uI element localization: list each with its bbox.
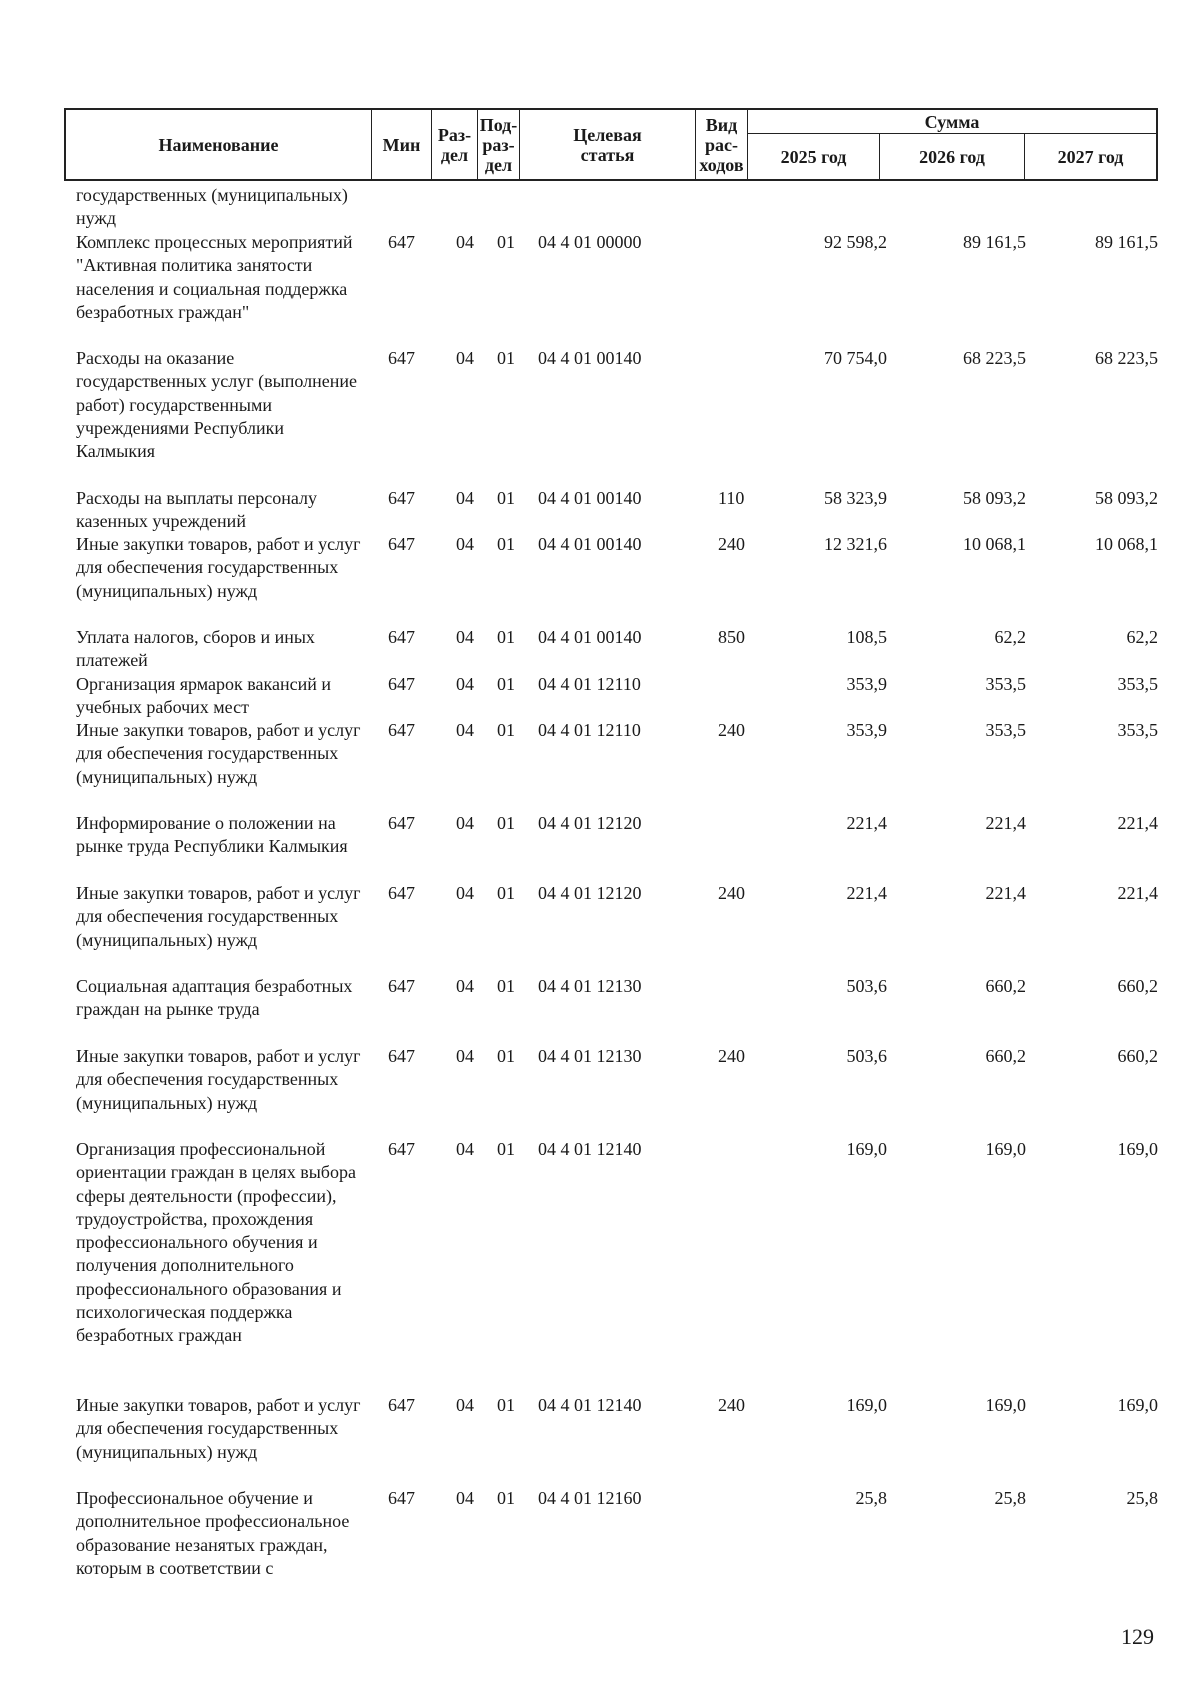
row-podrazdel: 01 — [497, 1488, 515, 1508]
row-2026: 169,0 — [985, 1139, 1026, 1159]
row-celevaya: 04 4 01 12140 — [538, 1139, 642, 1159]
row-name: Расходы на оказание государственных услуг (выполнение работ) государственными учреждениями Республики Калмыкия — [76, 348, 357, 462]
row-podrazdel: 01 — [497, 720, 515, 740]
row-2027: 221,4 — [1117, 883, 1158, 903]
row-razdel: 04 — [456, 348, 474, 368]
row-2025: 353,9 — [846, 720, 887, 740]
header-razdel: Раз- дел — [432, 110, 478, 179]
row-vid: 110 — [718, 488, 745, 508]
table-row — [0, 533, 1200, 626]
row-2026: 68 223,5 — [963, 348, 1026, 368]
row-min: 647 — [388, 627, 415, 647]
row-2026: 10 068,1 — [963, 534, 1026, 554]
row-2027: 660,2 — [1117, 1046, 1158, 1066]
row-2025: 12 321,6 — [824, 534, 887, 554]
row-2027: 169,0 — [1117, 1395, 1158, 1415]
row-celevaya: 04 4 01 12120 — [538, 813, 642, 833]
row-2025: 503,6 — [846, 1046, 887, 1066]
row-2026: 221,4 — [985, 883, 1026, 903]
row-podrazdel: 01 — [497, 1139, 515, 1159]
row-2026: 58 093,2 — [963, 488, 1026, 508]
row-celevaya: 04 4 01 00000 — [538, 232, 642, 252]
table-row — [0, 347, 1200, 487]
row-min: 647 — [388, 674, 415, 694]
header-2026: 2026 год — [880, 134, 1025, 179]
row-2027: 58 093,2 — [1095, 488, 1158, 508]
row-name: Иные закупки товаров, работ и услуг для обеспечения государственных (муниципальных) нужд — [76, 883, 361, 950]
row-name: государственных (муниципальных) нужд — [76, 185, 348, 229]
row-razdel: 04 — [456, 976, 474, 996]
table-row — [0, 231, 1200, 347]
header-summa: Сумма — [748, 110, 1156, 134]
row-2027: 68 223,5 — [1095, 348, 1158, 368]
table-row — [0, 1487, 1200, 1605]
row-razdel: 04 — [456, 534, 474, 554]
row-celevaya: 04 4 01 12110 — [538, 720, 641, 740]
row-2026: 89 161,5 — [963, 232, 1026, 252]
row-2025: 221,4 — [846, 883, 887, 903]
row-vid: 240 — [718, 883, 745, 903]
row-name: Организация профессиональной ориентации граждан в целях выбора сферы деятельности (профессии), трудоустройства, прохождения профессионального обучения и получения дополнительного профессионального образования и психологическая поддержка безработных граждан — [76, 1139, 356, 1346]
row-min: 647 — [388, 720, 415, 740]
table-body — [0, 184, 1200, 1605]
row-2026: 62,2 — [994, 627, 1026, 647]
row-2026: 169,0 — [985, 1395, 1026, 1415]
row-podrazdel: 01 — [497, 674, 515, 694]
row-razdel: 04 — [456, 1046, 474, 1066]
row-min: 647 — [388, 1488, 415, 1508]
row-vid: 240 — [718, 1046, 745, 1066]
row-razdel: 04 — [456, 1395, 474, 1415]
row-celevaya: 04 4 01 12130 — [538, 976, 642, 996]
table-row — [0, 673, 1200, 719]
row-razdel: 04 — [456, 720, 474, 740]
row-2026: 660,2 — [985, 976, 1026, 996]
row-name: Информирование о положении на рынке труда Республики Калмыкия — [76, 813, 348, 857]
row-min: 647 — [388, 1139, 415, 1159]
row-2025: 25,8 — [855, 1488, 887, 1508]
row-celevaya: 04 4 01 00140 — [538, 534, 642, 554]
row-vid: 240 — [718, 534, 745, 554]
row-2026: 353,5 — [985, 720, 1026, 740]
row-celevaya: 04 4 01 12140 — [538, 1395, 642, 1415]
row-podrazdel: 01 — [497, 488, 515, 508]
table-row — [0, 975, 1200, 1045]
table-row — [0, 1045, 1200, 1138]
row-name: Профессиональное обучение и дополнительное профессиональное образование незанятых граждан, которым в соответствии с — [76, 1488, 350, 1578]
row-min: 647 — [388, 232, 415, 252]
row-razdel: 04 — [456, 813, 474, 833]
table-row — [0, 719, 1200, 812]
row-name: Уплата налогов, сборов и иных платежей — [76, 627, 315, 671]
row-podrazdel: 01 — [497, 813, 515, 833]
header-podrazdel: Под- раз- дел — [478, 110, 520, 179]
table-row — [0, 882, 1200, 975]
row-2027: 62,2 — [1126, 627, 1158, 647]
table-row — [0, 184, 1200, 231]
header-2027: 2027 год — [1057, 146, 1124, 167]
row-name: Комплекс процессных мероприятий "Активная политика занятости населения и социальная поддержка безработных граждан" — [76, 232, 353, 322]
header-vid: Вид рас- ходов — [696, 110, 748, 179]
row-vid: 240 — [718, 720, 745, 740]
row-2025: 108,5 — [846, 627, 887, 647]
row-min: 647 — [388, 813, 415, 833]
header-summa-group — [748, 110, 1156, 179]
row-name: Иные закупки товаров, работ и услуг для обеспечения государственных (муниципальных) нужд — [76, 1395, 361, 1462]
row-razdel: 04 — [456, 1488, 474, 1508]
row-razdel: 04 — [456, 488, 474, 508]
row-vid: 240 — [718, 1395, 745, 1415]
row-2027: 660,2 — [1117, 976, 1158, 996]
row-podrazdel: 01 — [497, 232, 515, 252]
row-min: 647 — [388, 1046, 415, 1066]
table-header — [64, 108, 1158, 181]
row-2025: 70 754,0 — [824, 348, 887, 368]
row-podrazdel: 01 — [497, 883, 515, 903]
table-row — [0, 1138, 1200, 1394]
row-2027: 221,4 — [1117, 813, 1158, 833]
row-name: Расходы на выплаты персоналу казенных учреждений — [76, 488, 317, 532]
row-razdel: 04 — [456, 883, 474, 903]
row-min: 647 — [388, 488, 415, 508]
row-celevaya: 04 4 01 12110 — [538, 674, 641, 694]
row-2026: 25,8 — [994, 1488, 1026, 1508]
row-podrazdel: 01 — [497, 1046, 515, 1066]
row-2027: 353,5 — [1117, 720, 1158, 740]
row-2027: 169,0 — [1117, 1139, 1158, 1159]
row-min: 647 — [388, 1395, 415, 1415]
row-min: 647 — [388, 883, 415, 903]
row-celevaya: 04 4 01 12160 — [538, 1488, 642, 1508]
header-min: Мин — [372, 110, 432, 179]
header-naimenovanie: Наименование — [66, 110, 372, 179]
row-name: Организация ярмарок вакансий и учебных рабочих мест — [76, 674, 332, 718]
page-number: 129 — [1121, 1624, 1154, 1649]
row-2026: 353,5 — [985, 674, 1026, 694]
table-row — [0, 1394, 1200, 1487]
row-2025: 58 323,9 — [824, 488, 887, 508]
row-2025: 353,9 — [846, 674, 887, 694]
row-celevaya: 04 4 01 12120 — [538, 883, 642, 903]
row-min: 647 — [388, 976, 415, 996]
table-row — [0, 626, 1200, 673]
table-row — [0, 487, 1200, 533]
row-celevaya: 04 4 01 12130 — [538, 1046, 642, 1066]
row-name: Социальная адаптация безработных граждан на рынке труда — [76, 976, 353, 1020]
row-2025: 221,4 — [846, 813, 887, 833]
row-2027: 89 161,5 — [1095, 232, 1158, 252]
row-vid: 850 — [718, 627, 745, 647]
row-celevaya: 04 4 01 00140 — [538, 348, 642, 368]
header-celevaya: Целевая статья — [520, 110, 696, 179]
row-podrazdel: 01 — [497, 1395, 515, 1415]
row-2026: 660,2 — [985, 1046, 1026, 1066]
row-podrazdel: 01 — [497, 348, 515, 368]
row-razdel: 04 — [456, 1139, 474, 1159]
row-podrazdel: 01 — [497, 976, 515, 996]
row-name: Иные закупки товаров, работ и услуг для обеспечения государственных (муниципальных) нужд — [76, 1046, 361, 1113]
row-2025: 92 598,2 — [824, 232, 887, 252]
row-celevaya: 04 4 01 00140 — [538, 627, 642, 647]
row-2026: 221,4 — [985, 813, 1026, 833]
row-2027: 353,5 — [1117, 674, 1158, 694]
row-2027: 25,8 — [1126, 1488, 1158, 1508]
row-name: Иные закупки товаров, работ и услуг для обеспечения государственных (муниципальных) нужд — [76, 534, 361, 601]
table-row — [0, 812, 1200, 882]
row-2025: 169,0 — [846, 1395, 887, 1415]
row-podrazdel: 01 — [497, 627, 515, 647]
row-razdel: 04 — [456, 232, 474, 252]
row-razdel: 04 — [456, 674, 474, 694]
row-min: 647 — [388, 534, 415, 554]
row-2027: 10 068,1 — [1095, 534, 1158, 554]
row-razdel: 04 — [456, 627, 474, 647]
header-2025: 2025 год — [748, 134, 880, 179]
row-celevaya: 04 4 01 00140 — [538, 488, 642, 508]
row-min: 647 — [388, 348, 415, 368]
row-2025: 503,6 — [846, 976, 887, 996]
row-podrazdel: 01 — [497, 534, 515, 554]
row-name: Иные закупки товаров, работ и услуг для обеспечения государственных (муниципальных) нужд — [76, 720, 361, 787]
row-2025: 169,0 — [846, 1139, 887, 1159]
